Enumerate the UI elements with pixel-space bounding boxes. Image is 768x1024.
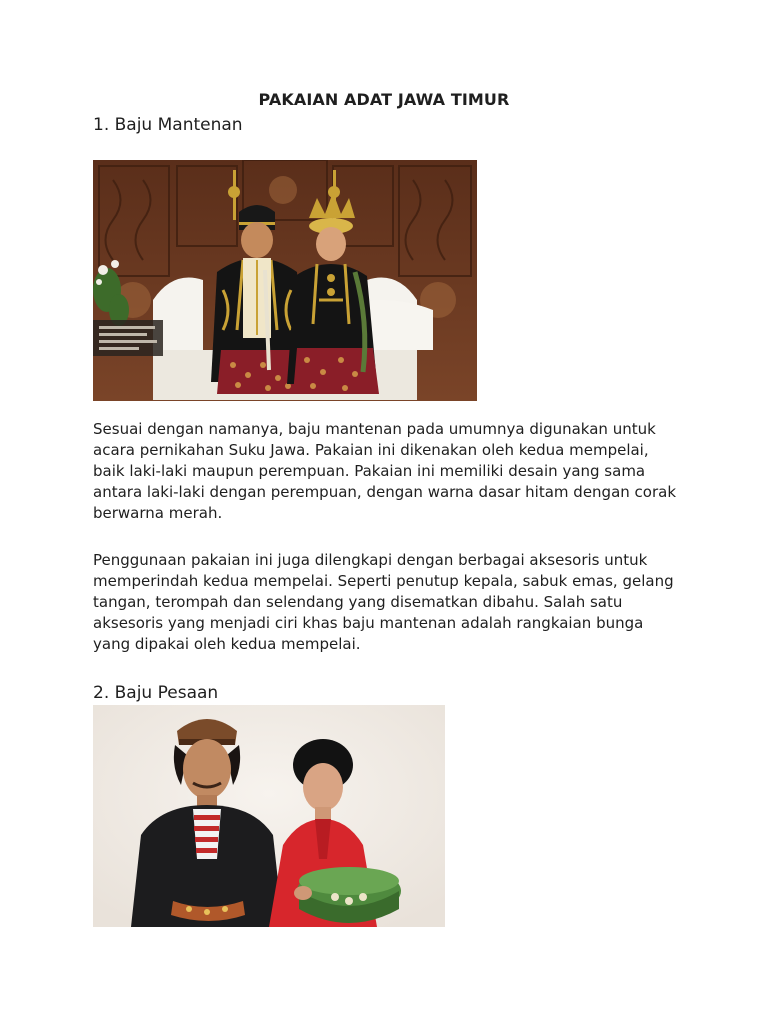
section-heading-baju-mantenan: 1. Baju Mantenan: [93, 115, 243, 135]
page-title: PAKAIAN ADAT JAWA TIMUR: [258, 90, 510, 109]
paragraph-baju-mantenan-2: Penggunaan pakaian ini juga dilengkapi dengan berbagai aksesoris untuk memperindah kedua mempelai. Seperti penutup kepala, sabuk emas, gelang tangan, terompah dan selendang yang disematkan dibahu. Salah satu aksesoris yang menjadi ciri khas baju mantenan adalah rangkaian bunga yang dipakai oleh kedua mempelai.: [93, 551, 674, 653]
wedding-couple-photo: [93, 160, 477, 401]
section-heading-baju-pesaan: 2. Baju Pesaan: [93, 683, 219, 703]
paragraph-baju-mantenan-1: Sesuai dengan namanya, baju mantenan pada umumnya digunakan untuk acara pernikahan Suku Jawa. Pakaian ini dikenakan oleh kedua mempelai, baik laki-laki maupun perempuan. Pakaian ini memiliki desain yang sama antara laki-laki dengan perempuan, dengan warna dasar hitam dengan corak berwarna merah.: [93, 420, 677, 522]
pesaan-couple-photo: [93, 705, 445, 927]
